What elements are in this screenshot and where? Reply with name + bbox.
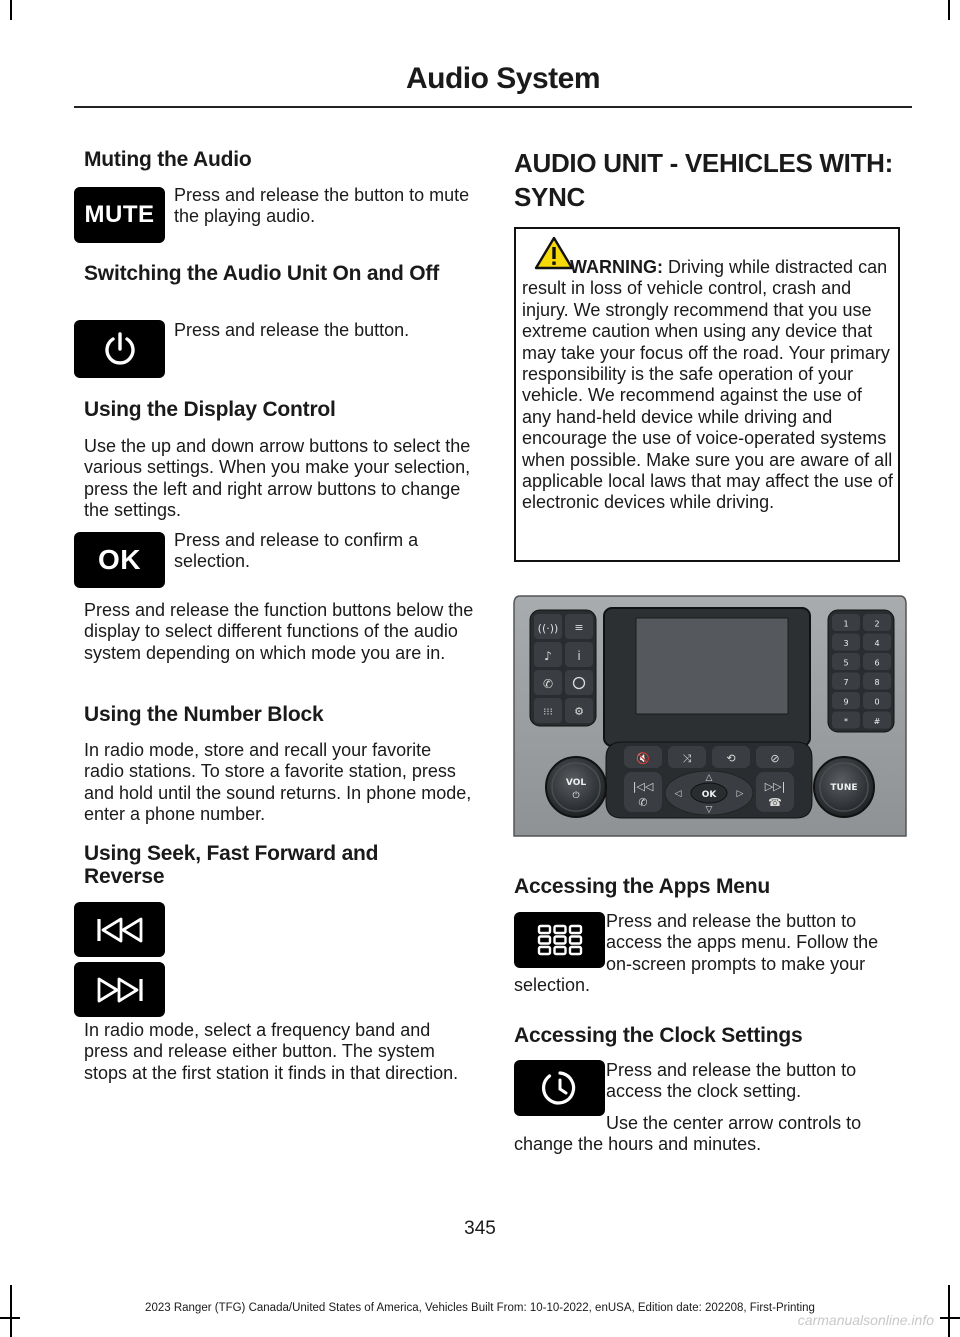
power-text: Press and release the button. [174, 320, 410, 340]
seek-back-button-image [74, 902, 165, 957]
power-icon [101, 330, 139, 368]
keypad-key-label: 8 [874, 678, 880, 687]
footer-text: 2023 Ranger (TFG) Canada/United States of America, Vehicles Built From: 10-10-2022, enUSA, Edition date: 202208, First-Printing [145, 1302, 815, 1314]
keypad-key-label: 6 [874, 658, 880, 668]
clock-text-2 [514, 1113, 906, 1156]
svg-text:⤨: ⤨ [682, 752, 692, 765]
page-title: Audio System [405, 62, 600, 95]
watermark: carmanualsonline.info [797, 1312, 934, 1328]
seek-back-icon [93, 915, 147, 945]
svg-text:((·)): ((·)) [537, 622, 559, 635]
mute-button-label: MUTE [84, 201, 155, 228]
display-text-2: Press and release to confirm a selection. [174, 530, 419, 572]
keypad-key-label: 0 [874, 697, 880, 707]
number-block-text: In radio mode, store and recall your favorite radio stations. To store a favorite station, press and hold until the sound returns. In phone mode, enter a phone number. [84, 740, 472, 825]
svg-text:⊘: ⊘ [770, 752, 780, 765]
svg-text:✆: ✆ [638, 796, 648, 809]
volume-knob-label: VOL [565, 778, 587, 788]
power-heading: Switching the Audio Unit On and Off [84, 262, 440, 285]
clock-icon [540, 1068, 580, 1108]
apps-heading: Accessing the Apps Menu [514, 875, 771, 898]
svg-text:△: △ [705, 773, 713, 783]
svg-text:▽: ▽ [705, 805, 713, 815]
crop-mark-top-right [948, 0, 950, 20]
tune-knob-label: TUNE [830, 783, 858, 793]
display-heading: Using the Display Control [84, 398, 336, 421]
keypad-key-label: # [873, 717, 881, 726]
keypad-key-label: 7 [843, 678, 849, 687]
keypad-key-label: 1 [843, 619, 849, 629]
apps-text [514, 911, 906, 997]
keypad-key-label: 9 [843, 697, 849, 707]
svg-text:|◁◁: |◁◁ [632, 780, 654, 793]
sync-heading-text: AUDIO UNIT - VEHICLES WITH: SYNC [514, 148, 893, 212]
ok-button-label: OK [98, 544, 141, 575]
power-button-image [74, 320, 165, 378]
svg-text:⚙: ⚙ [574, 705, 584, 718]
keypad-key-label: 2 [874, 619, 880, 629]
seek-text: In radio mode, select a frequency band and press and release either button. The system stops at the first station it finds in that direction. [84, 1020, 459, 1083]
svg-text:☎: ☎ [768, 796, 782, 809]
warning-body: Driving while distracted can result in loss of vehicle control, crash and injury. We strongly recommend that you use extreme caution when using any device that may take your focus off the road. Your primary responsibility is the safe operation of your vehicle. We recommend against the use of any hand-held device while driving and encourage the use of voice-operated systems when possible. Make sure you are aware of all applicable local laws that may affect the use of electronic devices while driving. [522, 257, 893, 513]
crop-mark-bottom-left-h [0, 1317, 20, 1319]
svg-text:▷▷|: ▷▷| [764, 780, 786, 793]
svg-text:i: i [577, 649, 581, 663]
apps-text-content: Press and release the button to access the apps menu. Follow the on-screen prompts to make your selection. [514, 911, 879, 996]
seek-forward-icon [93, 975, 147, 1005]
unit-ok-label: OK [701, 790, 717, 800]
mute-button-image [74, 187, 165, 243]
warning-text [522, 257, 894, 514]
svg-text:⏻: ⏻ [572, 791, 580, 801]
display-text-3: Press and release the function buttons below the display to select different functions of the audio system depending on which mode you are in. [84, 600, 474, 663]
crop-mark-top-left [10, 0, 12, 20]
svg-text:◁: ◁ [674, 789, 682, 799]
ok-button-image [74, 532, 165, 588]
keypad-key-label: 4 [874, 639, 880, 648]
clock-text-2-content: Use the center arrow controls to change the hours and minutes. [514, 1113, 862, 1155]
seek-forward-button-image [74, 962, 165, 1017]
keypad-key-label: * [844, 717, 848, 726]
svg-text:✆: ✆ [542, 677, 554, 691]
svg-text:⟲: ⟲ [726, 752, 736, 765]
clock-heading: Accessing the Clock Settings [514, 1024, 803, 1047]
page-number: 345 [464, 1218, 496, 1239]
display-text-1: Use the up and down arrow buttons to select the various settings. When you make your selection, press the left and right arrow buttons to change the settings. [84, 436, 471, 521]
keypad-key-label: 5 [843, 658, 849, 668]
muting-heading: Muting the Audio [84, 148, 252, 171]
svg-text:🔇: 🔇 [636, 752, 650, 765]
muting-text: Press and release the button to mute the playing audio. [174, 185, 470, 227]
audio-unit-illustration [512, 592, 908, 838]
crop-mark-bottom-right-h [940, 1317, 960, 1319]
seek-heading: Using Seek, Fast Forward and Reverse [84, 842, 379, 888]
display-screen [636, 618, 788, 714]
sync-heading [514, 146, 914, 214]
svg-text:≡: ≡ [574, 621, 584, 634]
warning-box [514, 227, 900, 562]
svg-text:▷: ▷ [736, 789, 744, 799]
keypad-key-label: 3 [843, 639, 849, 648]
svg-text:♪: ♪ [544, 649, 552, 663]
svg-text:⁝⁝⁝: ⁝⁝⁝ [543, 707, 553, 718]
warning-label: WARNING: [570, 257, 663, 277]
number-block-heading: Using the Number Block [84, 703, 324, 726]
clock-button-image [514, 1060, 605, 1116]
clock-text-1: Press and release the button to access the clock setting. [606, 1060, 857, 1102]
header-rule [74, 106, 912, 108]
